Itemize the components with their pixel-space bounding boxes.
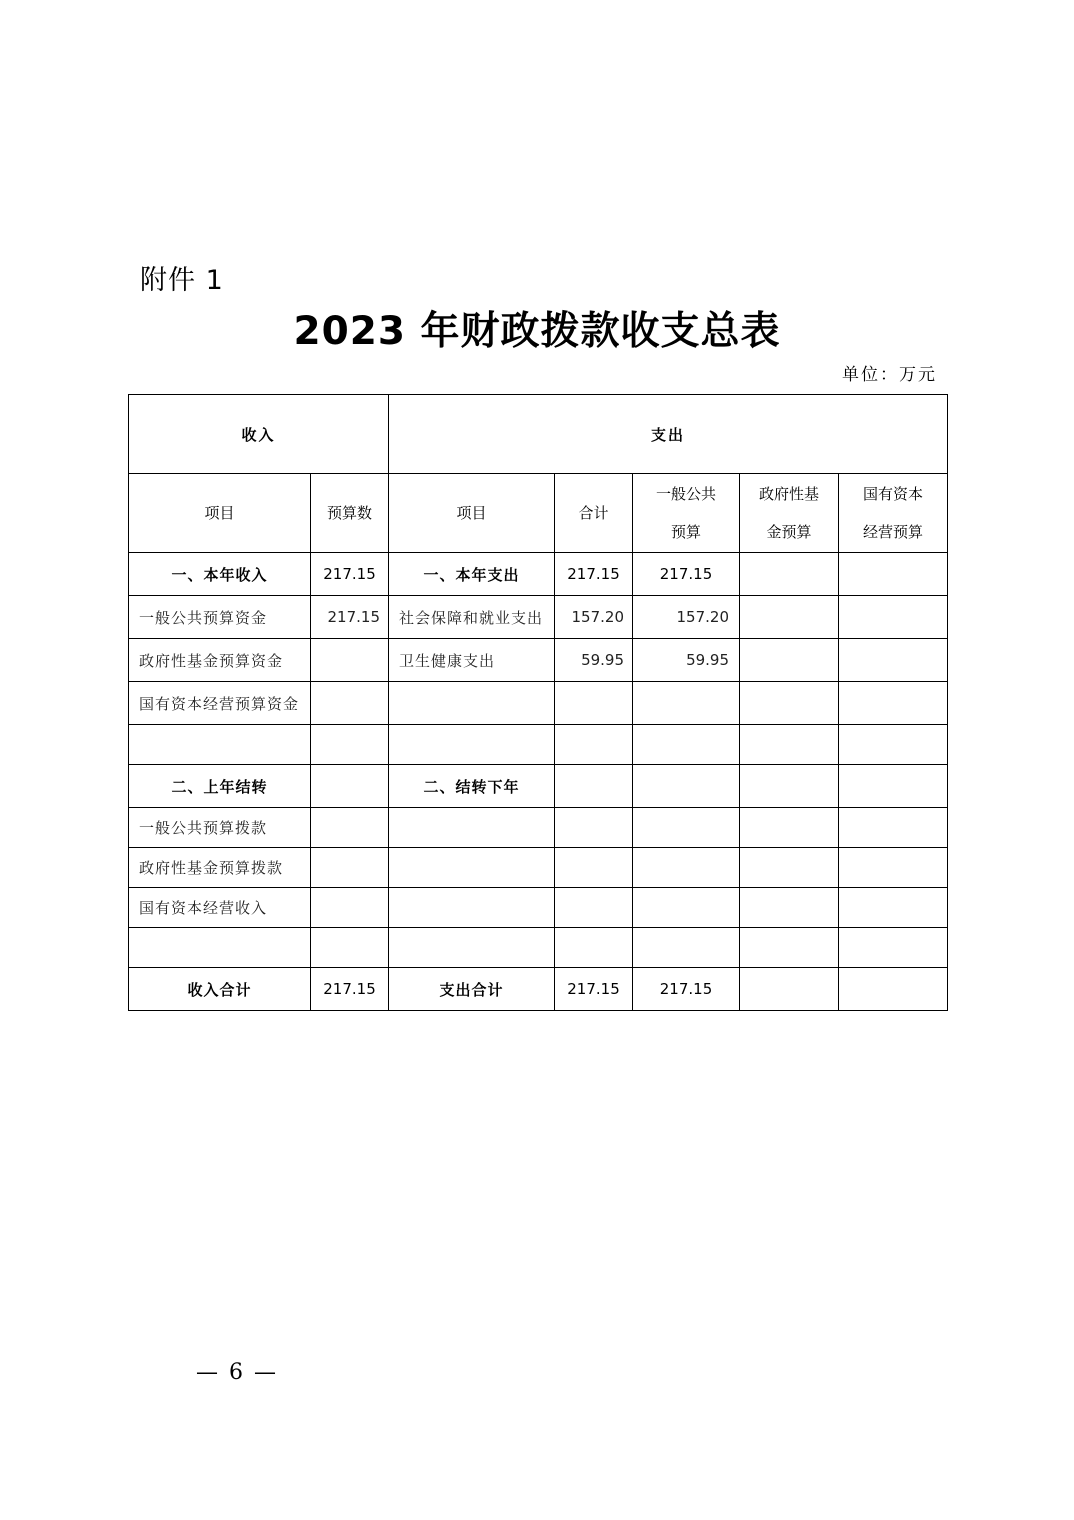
empty-cell — [740, 639, 839, 682]
expense-item-general: 59.95 — [633, 639, 740, 682]
table-row — [129, 596, 948, 639]
empty-cell — [555, 888, 633, 928]
income-section-label: 二、上年结转 — [129, 765, 311, 808]
empty-cell — [839, 808, 948, 848]
income-item-label: 国有资本经营预算资金 — [129, 682, 311, 725]
empty-cell — [555, 765, 633, 808]
table-row — [129, 553, 948, 596]
income-total-value: 217.15 — [311, 968, 389, 1011]
expense-item-label: 卫生健康支出 — [389, 639, 555, 682]
expense-section-total: 217.15 — [555, 553, 633, 596]
empty-cell — [740, 848, 839, 888]
empty-cell — [311, 888, 389, 928]
table-total-row — [129, 968, 948, 1011]
expense-total-value: 217.15 — [555, 968, 633, 1011]
income-item-label: 政府性基金预算拨款 — [129, 848, 311, 888]
empty-cell — [740, 968, 839, 1011]
empty-cell — [839, 553, 948, 596]
empty-cell — [311, 639, 389, 682]
state-capital-header — [839, 474, 948, 553]
empty-cell — [555, 682, 633, 725]
empty-cell — [311, 725, 389, 765]
general-public-header-line2: 预算 — [671, 523, 702, 541]
empty-cell — [633, 848, 740, 888]
expense-item-total: 59.95 — [555, 639, 633, 682]
attachment-label: 附件 1 — [140, 265, 224, 296]
empty-cell — [740, 553, 839, 596]
table-subheader-row — [129, 474, 948, 553]
empty-cell — [129, 725, 311, 765]
empty-cell — [389, 808, 555, 848]
empty-cell — [740, 682, 839, 725]
document-title: 2023 年财政拨款收支总表 — [293, 309, 781, 354]
empty-cell — [839, 928, 948, 968]
empty-cell — [311, 808, 389, 848]
empty-cell — [740, 725, 839, 765]
income-header: 收入 — [129, 395, 389, 474]
empty-cell — [633, 765, 740, 808]
empty-cell — [839, 765, 948, 808]
table-row — [129, 848, 948, 888]
income-total-label: 收入合计 — [129, 968, 311, 1011]
empty-cell — [555, 848, 633, 888]
table-row — [129, 682, 948, 725]
empty-cell — [633, 808, 740, 848]
empty-cell — [129, 928, 311, 968]
empty-cell — [839, 639, 948, 682]
table-header-row — [129, 395, 948, 474]
empty-cell — [311, 765, 389, 808]
unit-label: 单位：万元 — [842, 365, 937, 385]
income-item-label: 政府性基金预算资金 — [129, 639, 311, 682]
empty-cell — [311, 848, 389, 888]
expense-item-header: 项目 — [389, 474, 555, 553]
expense-section-label: 二、结转下年 — [389, 765, 555, 808]
expense-section-general: 217.15 — [633, 553, 740, 596]
income-section-label: 一、本年收入 — [129, 553, 311, 596]
gov-fund-header — [740, 474, 839, 553]
empty-cell — [389, 725, 555, 765]
empty-cell — [555, 928, 633, 968]
table-row — [129, 928, 948, 968]
empty-cell — [839, 596, 948, 639]
income-budget-header: 预算数 — [311, 474, 389, 553]
expense-total-header: 合计 — [555, 474, 633, 553]
general-public-header — [633, 474, 740, 553]
empty-cell — [839, 968, 948, 1011]
empty-cell — [633, 928, 740, 968]
expense-item-total: 157.20 — [555, 596, 633, 639]
gov-fund-header-line1: 政府性基 — [759, 485, 820, 503]
empty-cell — [555, 808, 633, 848]
table-row — [129, 725, 948, 765]
table-row — [129, 765, 948, 808]
page-number: — 6 — — [196, 1360, 278, 1385]
income-section-value: 217.15 — [311, 553, 389, 596]
table-row — [129, 888, 948, 928]
empty-cell — [389, 682, 555, 725]
expense-item-label: 社会保障和就业支出 — [389, 596, 555, 639]
empty-cell — [555, 725, 633, 765]
budget-summary-table — [128, 394, 948, 1011]
expense-total-label: 支出合计 — [389, 968, 555, 1011]
table-row — [129, 639, 948, 682]
empty-cell — [389, 888, 555, 928]
income-item-header: 项目 — [129, 474, 311, 553]
table-row — [129, 808, 948, 848]
state-capital-header-line2: 经营预算 — [863, 523, 924, 541]
empty-cell — [633, 725, 740, 765]
expense-section-label: 一、本年支出 — [389, 553, 555, 596]
empty-cell — [633, 682, 740, 725]
empty-cell — [740, 808, 839, 848]
state-capital-header-line1: 国有资本 — [863, 485, 924, 503]
empty-cell — [740, 888, 839, 928]
empty-cell — [740, 596, 839, 639]
empty-cell — [633, 888, 740, 928]
income-item-label: 一般公共预算资金 — [129, 596, 311, 639]
empty-cell — [839, 848, 948, 888]
empty-cell — [389, 928, 555, 968]
expense-header: 支出 — [389, 395, 948, 474]
empty-cell — [839, 725, 948, 765]
income-item-value: 217.15 — [311, 596, 389, 639]
empty-cell — [839, 682, 948, 725]
expense-item-general: 157.20 — [633, 596, 740, 639]
income-item-label: 一般公共预算拨款 — [129, 808, 311, 848]
empty-cell — [311, 682, 389, 725]
empty-cell — [740, 765, 839, 808]
general-public-header-line1: 一般公共 — [656, 485, 717, 503]
empty-cell — [389, 848, 555, 888]
expense-total-general: 217.15 — [633, 968, 740, 1011]
gov-fund-header-line2: 金预算 — [766, 523, 812, 541]
empty-cell — [740, 928, 839, 968]
empty-cell — [311, 928, 389, 968]
empty-cell — [839, 888, 948, 928]
income-item-label: 国有资本经营收入 — [129, 888, 311, 928]
